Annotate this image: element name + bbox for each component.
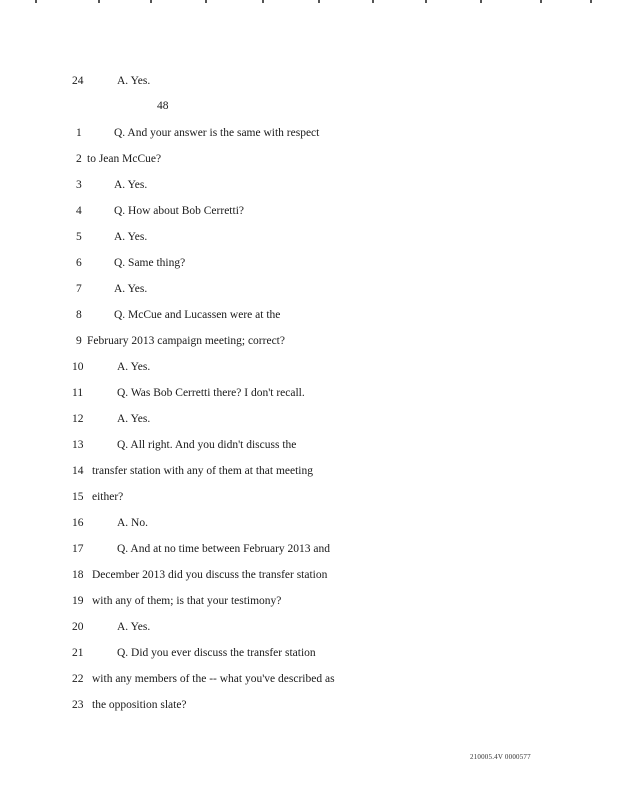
line-number: 14 <box>72 465 84 477</box>
line-number: 11 <box>72 387 84 399</box>
line-number: 21 <box>72 647 84 659</box>
line-text: Q. And your answer is the same with respect <box>114 127 320 139</box>
line-number: 8 <box>76 309 82 321</box>
line-text: A. No. <box>117 517 148 529</box>
line-text: transfer station with any of them at that meeting <box>92 465 313 477</box>
line-number: 18 <box>72 569 84 581</box>
line-number: 20 <box>72 621 84 633</box>
line-text: A. Yes. <box>117 75 151 87</box>
line-number: 10 <box>72 361 84 373</box>
line-number: 2 <box>76 153 82 165</box>
line-text: A. Yes. <box>117 361 151 373</box>
line-number: 3 <box>76 179 82 191</box>
line-text: with any of them; is that your testimony? <box>92 595 282 607</box>
line-number: 9 <box>76 335 82 347</box>
line-text: Q. All right. And you didn't discuss the <box>117 439 297 451</box>
line-text: A. Yes. <box>114 179 148 191</box>
line-number: 17 <box>72 543 84 555</box>
line-text: Q. McCue and Lucassen were at the <box>114 309 281 321</box>
line-number: 24 <box>72 75 84 87</box>
scan-edge-marks <box>0 0 619 4</box>
line-number: 5 <box>76 231 82 243</box>
line-number: 6 <box>76 257 82 269</box>
line-number: 16 <box>72 517 84 529</box>
page-number: 48 <box>157 100 169 112</box>
line-number: 12 <box>72 413 84 425</box>
line-number: 19 <box>72 595 84 607</box>
line-text: Q. Did you ever discuss the transfer station <box>117 647 316 659</box>
line-text: A. Yes. <box>117 621 151 633</box>
line-text: the opposition slate? <box>92 699 187 711</box>
line-text: to Jean McCue? <box>87 153 162 165</box>
line-number: 1 <box>76 127 82 139</box>
line-text: February 2013 campaign meeting; correct? <box>87 335 285 347</box>
line-number: 23 <box>72 699 84 711</box>
bates-number: 210005.4V 0000577 <box>470 753 531 761</box>
line-text: Q. And at no time between February 2013 and <box>117 543 331 555</box>
line-number: 22 <box>72 673 84 685</box>
line-text: Q. Same thing? <box>114 257 186 269</box>
line-text: with any members of the -- what you've described as <box>92 673 335 685</box>
line-number: 7 <box>76 283 82 295</box>
line-text: Q. How about Bob Cerretti? <box>114 205 244 217</box>
line-text: A. Yes. <box>114 283 148 295</box>
line-number: 13 <box>72 439 84 451</box>
line-text: December 2013 did you discuss the transfer station <box>92 569 328 581</box>
line-number: 4 <box>76 205 82 217</box>
line-number: 15 <box>72 491 84 503</box>
line-text: Q. Was Bob Cerretti there? I don't recall. <box>117 387 305 399</box>
line-text: A. Yes. <box>117 413 151 425</box>
line-text: A. Yes. <box>114 231 148 243</box>
line-text: either? <box>92 491 124 503</box>
